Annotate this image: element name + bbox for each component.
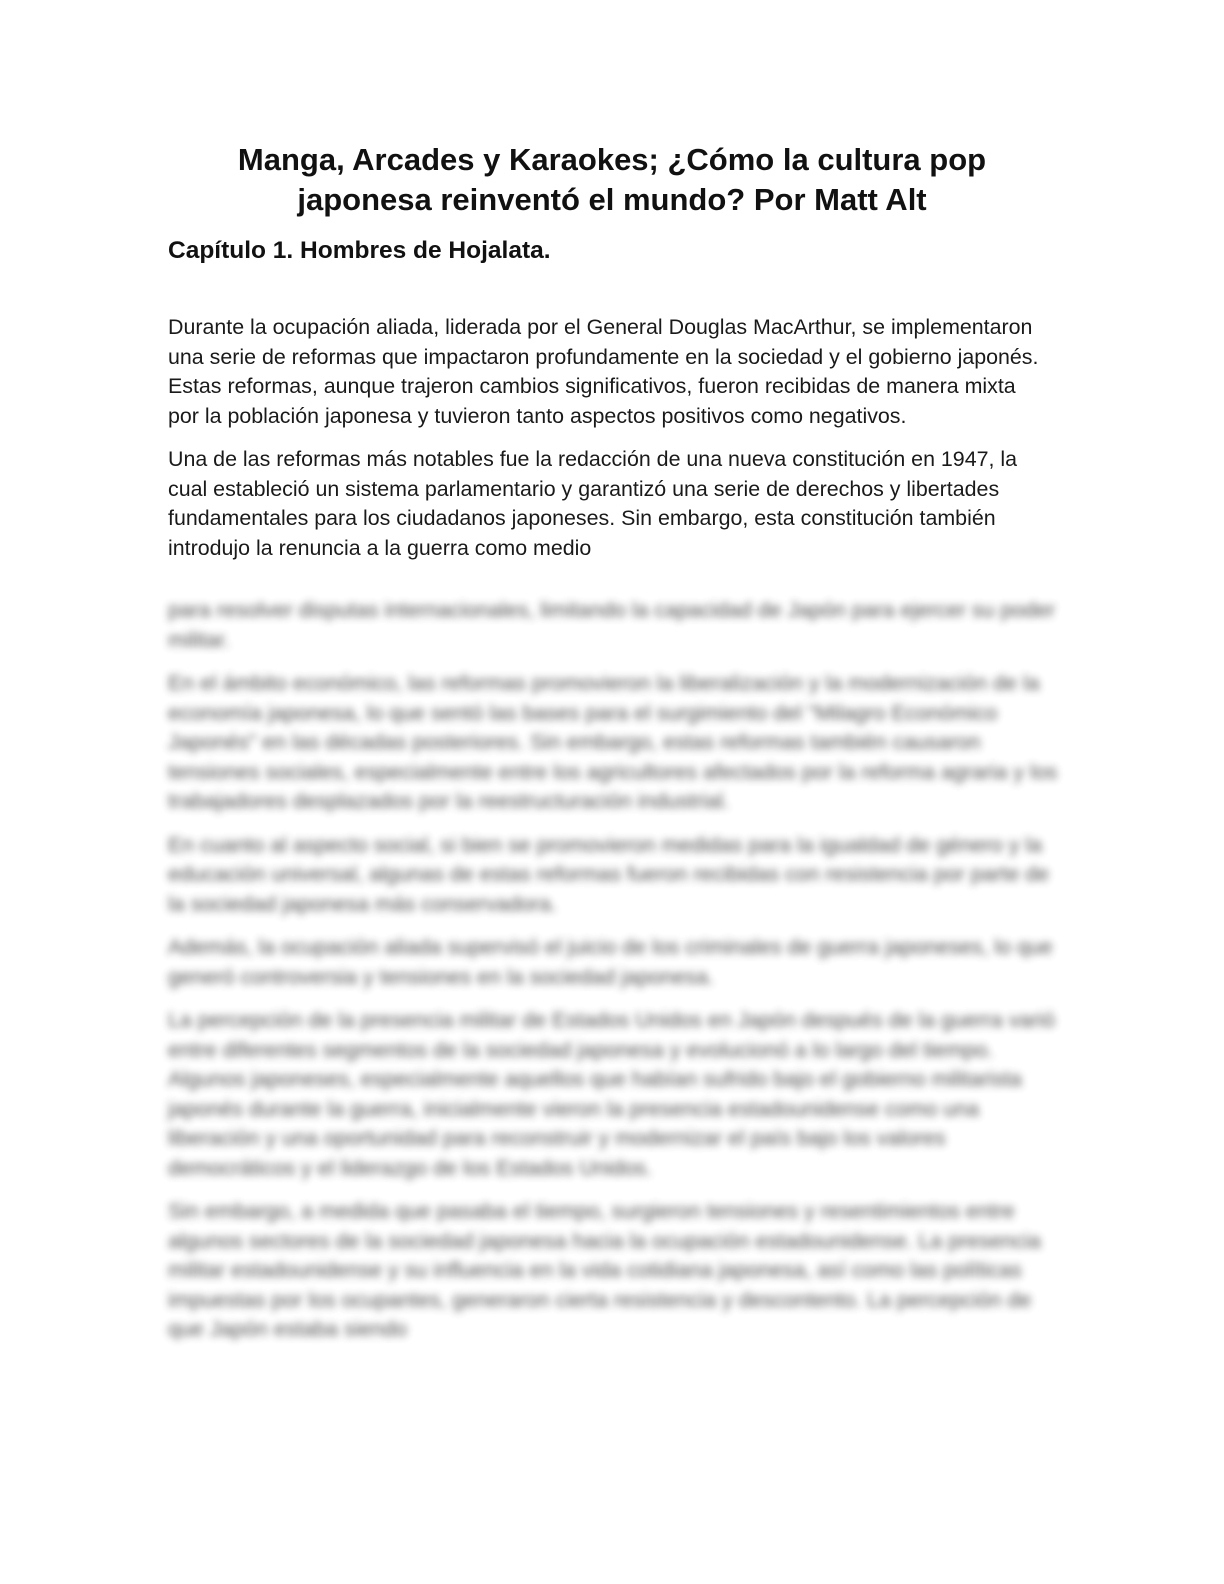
document-title: Manga, Arcades y Karaokes; ¿Cómo la cultura pop japonesa reinventó el mundo? Por Matt Alt	[237, 142, 987, 217]
blurred-paragraph: La percepción de la presencia militar de Estados Unidos en Japón después de la guerra varió entre diferentes segmentos de la sociedad japonesa y evolucionó a lo largo del tiempo. Algunos japoneses, especialmente aquellos que habían sufrido bajo el gobierno militarista japonés durante la guerra, inicialmente vieron la presencia estadounidense como una liberación y una oportunidad para reconstruir y modernizar el país bajo los valores democráticos y el liderazgo de los Estados Unidos.	[168, 1008, 1056, 1180]
blurred-paragraph: Además, la ocupación aliada supervisó el juicio de los criminales de guerra japoneses, lo que generó controversia y tensiones en la sociedad japonesa.	[168, 935, 1053, 989]
document-body	[168, 313, 1048, 577]
chapter-heading: Capítulo 1. Hombres de Hojalata.	[168, 237, 551, 264]
blurred-content	[160, 596, 1060, 1426]
blurred-paragraph: En cuanto al aspecto social, si bien se promovieron medidas para la igualdad de género y la educación universal, algunas de estas reformas fueron recibidas con resistencia por parte de la sociedad japonesa más conservadora.	[168, 832, 1050, 916]
paragraph: Durante la ocupación aliada, liderada por el General Douglas MacArthur, se implementaron una serie de reformas que impactaron profundamente en la sociedad y el gobierno japonés. Estas reformas, aunque trajeron cambios significativos, fueron recibidas de manera mixta por la población japonesa y tuvieron tanto aspectos positivos como negativos.	[168, 315, 1039, 428]
blurred-paragraph: para resolver disputas internacionales, limitando la capacidad de Japón para ejercer su poder militar.	[168, 598, 1056, 652]
blurred-paragraph: Sin embargo, a medida que pasaba el tiempo, surgieron tensiones y resentimientos entre algunos sectores de la sociedad japonesa hacia la ocupación estadounidense. La presencia militar estadounidense y su influencia en la vida cotidiana japonesa, así como las políticas impuestas por los ocupantes, generaron cierta resistencia y descontento. La percepción de que Japón estaba siendo	[168, 1199, 1041, 1341]
paragraph: Una de las reformas más notables fue la redacción de una nueva constitución en 1947, la cual estableció un sistema parlamentario y garantizó una serie de derechos y libertades fundamentales para los ciudadanos japoneses. Sin embargo, esta constitución también introdujo la renuncia a la guerra como medio	[168, 447, 1018, 560]
blurred-paragraph: En el ámbito económico, las reformas promovieron la liberalización y la modernización de la economía japonesa, lo que sentó las bases para el surgimiento del "Milagro Económico Japonés" en las décadas posteriores. Sin embargo, estas reformas también causaron tensiones sociales, especialmente entre los agricultores afectados por la reforma agraria y los trabajadores desplazados por la reestructuración industrial.	[168, 671, 1058, 813]
